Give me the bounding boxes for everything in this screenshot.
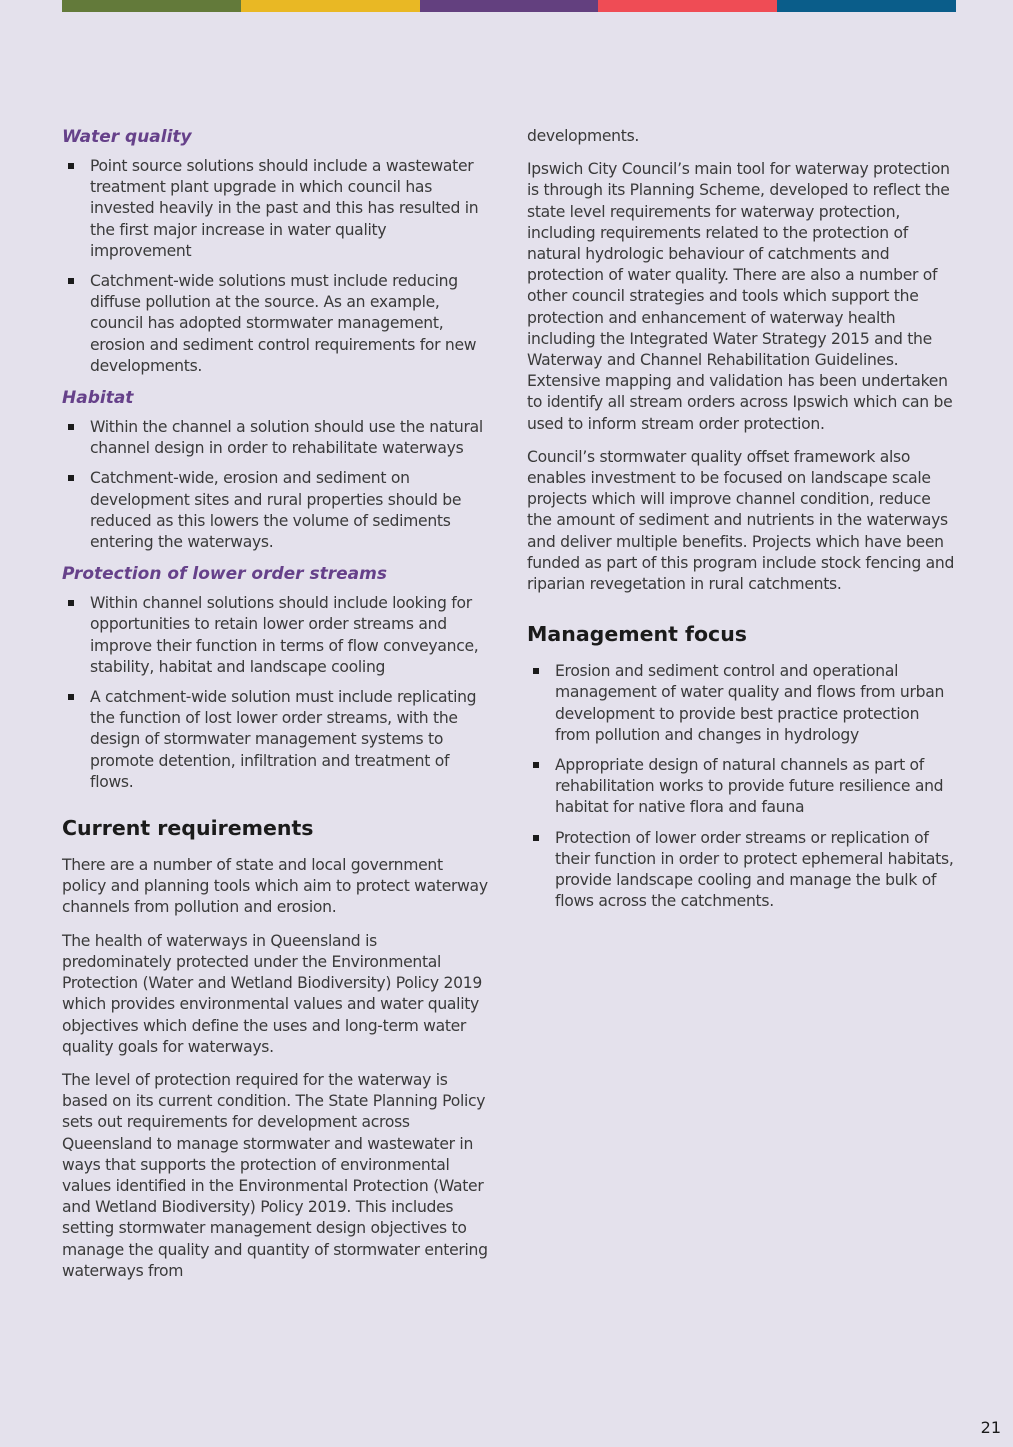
bullet-square-icon (533, 835, 539, 841)
stripe-green (62, 0, 241, 12)
paragraph: Ipswich City Council’s main tool for waterway protection is through its Planning Scheme, developed to reflect the state level requirements for waterway protection, including requirements related to the protection of natural hydrologic behaviour of catchments and protection of water quality. There are also a number of other council strategies and tools which support the protection and enhancement of waterway health including the Integrated Water Strategy 2015 and the Waterway and Channel Rehabilitation Guidelines. Extensive mapping and validation has been undertaken to identify all stream orders across Ipswich which can be used to inform stream order protection. (527, 160, 953, 433)
bullet-square-icon (68, 600, 74, 606)
bullet-text: Appropriate design of natural channels as part of rehabilitation works to provide future resilience and habitat for native flora and fauna (555, 756, 944, 817)
stripe-red (598, 0, 777, 12)
stripe-purple (420, 0, 599, 12)
bullet-text: Within the channel a solution should use the natural channel design in order to rehabilitate waterways (90, 418, 483, 458)
paragraph: The level of protection required for the waterway is based on its current condition. The State Planning Policy sets out requirements for development across Queensland to manage stormwater and wastewater in ways that supports the protection of environmental values identified in the Environmental Protection (Water and Wetland Biodiversity) Policy 2019. This includes setting stormwater management design objectives to manage the quality and quantity of stormwater entering waterways from (62, 1070, 488, 1280)
bullet-text: Catchment-wide solutions must include reducing diffuse pollution at the source. As an example, council has adopted stormwater management, erosion and sediment control requirements for new developments. (90, 272, 477, 375)
habitat-heading: Habitat (62, 388, 134, 409)
current-requirements-heading: Current requirements (62, 816, 314, 841)
bullet-text: Catchment-wide, erosion and sediment on development sites and rural properties should be reduced as this lowers the volume of sediments entering the waterways. (90, 469, 462, 552)
bullet-text: Point source solutions should include a wastewater treatment plant upgrade in which council has invested heavily in the past and this has resulted in the first major increase in water quality improvement (90, 157, 479, 260)
list-item (62, 687, 490, 793)
bullet-text: Within channel solutions should include looking for opportunities to retain lower order streams and improve their function in terms of flow conveyance, stability, habitat and landscape cooling (90, 594, 479, 676)
list-item (527, 828, 955, 913)
lower-order-streams-heading: Protection of lower order streams (62, 564, 387, 585)
paragraph: There are a number of state and local government policy and planning tools which aim to protect waterway channels from pollution and erosion. (62, 856, 488, 917)
bullet-square-icon (533, 668, 539, 674)
color-stripe-bar (62, 0, 956, 12)
paragraph: developments. (527, 127, 640, 145)
bullet-square-icon (533, 762, 539, 768)
bullet-square-icon (68, 694, 74, 700)
bullet-square-icon (68, 424, 74, 430)
list-item (62, 468, 490, 553)
bullet-square-icon (68, 163, 74, 169)
list-item (527, 661, 955, 746)
list-item (62, 593, 490, 678)
water-quality-list (62, 156, 490, 377)
management-focus-heading: Management focus (527, 622, 747, 647)
habitat-list (62, 417, 490, 553)
left-column (62, 126, 490, 1294)
bullet-square-icon (68, 278, 74, 284)
water-quality-heading: Water quality (62, 127, 192, 147)
list-item (527, 755, 955, 819)
list-item (62, 417, 490, 459)
stripe-blue (777, 0, 956, 12)
list-item (62, 271, 490, 377)
lower-order-streams-list (62, 593, 490, 793)
bullet-text: Protection of lower order streams or replication of their function in order to protect ephemeral habitats, provide landscape cooling and manage the bulk of flows across the catchments. (555, 828, 954, 911)
right-column (527, 126, 955, 923)
bullet-text: A catchment-wide solution must include replicating the function of lost lower order streams, with the design of stormwater management systems to promote detention, infiltration and treatment of flows. (90, 688, 477, 791)
paragraph: Council’s stormwater quality offset framework also enables investment to be focused on landscape scale projects which will improve channel condition, reduce the amount of sediment and nutrients in the waterways and deliver multiple benefits. Projects which have been funded as part of this program include stock fencing and riparian revegetation in rural catchments. (527, 447, 955, 594)
management-focus-list (527, 661, 955, 912)
stripe-yellow (241, 0, 420, 12)
bullet-text: Erosion and sediment control and operational management of water quality and flows from urban development to provide best practice protection from pollution and changes in hydrology (555, 662, 945, 744)
paragraph: The health of waterways in Queensland is predominately protected under the Environmental Protection (Water and Wetland Biodiversity) Policy 2019 which provides environmental values and water quality objectives which define the uses and long-term water quality goals for waterways. (62, 931, 482, 1056)
list-item (62, 156, 490, 262)
page-number: 21 (980, 1418, 1001, 1437)
bullet-square-icon (68, 475, 74, 481)
